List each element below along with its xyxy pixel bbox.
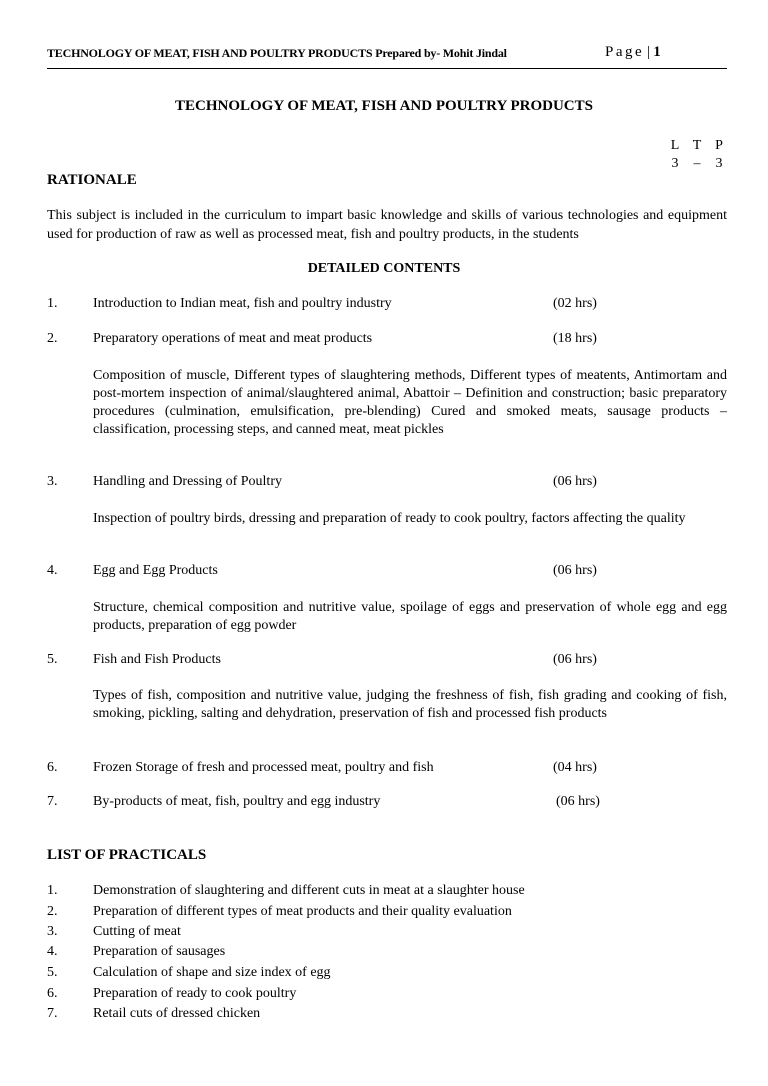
content-item-title: Egg and Egg Products — [93, 563, 218, 578]
practical-item-number: 6. — [47, 986, 58, 1001]
ltp-value-l: 3 — [671, 156, 679, 171]
practical-item-text: Demonstration of slaughtering and different cuts in meat at a slaughter house — [93, 883, 525, 898]
content-item-number: 2. — [47, 331, 58, 346]
ltp-label-p: P — [715, 138, 723, 153]
practical-item-number: 5. — [47, 965, 58, 980]
content-item-description: Composition of muscle, Different types of slaughtering methods, Different types of meatents, Antimortam and post-mortem inspection of animal/slaughtered animal, Abattoir – Definition and construction; basic preparatory procedures (culmination, emulsification, pre-blending) Cured and smoked meats, sausage products – classification, processing steps, and canned meat, meat pickles — [93, 368, 727, 437]
detailed-contents-heading: DETAILED CONTENTS — [307, 261, 461, 276]
ltp-label-t: T — [692, 138, 702, 153]
practical-item-number: 4. — [47, 944, 58, 959]
practical-item-text: Cutting of meat — [93, 924, 181, 939]
practicals-heading: LIST OF PRACTICALS — [47, 847, 207, 863]
content-item-description: Types of fish, composition and nutritive value, judging the freshness of fish, fish grading and cooking of fish, smoking, pickling, salting and dehydration, preservation of fish and processed fish products — [93, 688, 727, 721]
practical-item-number: 2. — [47, 904, 58, 919]
ltp-value-t: – — [693, 156, 701, 171]
page-number-block — [605, 44, 661, 61]
page-label: Page — [605, 44, 645, 60]
practical-item-number: 3. — [47, 924, 58, 939]
rationale-heading: RATIONALE — [47, 172, 137, 188]
content-item-number: 6. — [47, 760, 58, 775]
page-number: 1 — [653, 44, 661, 60]
content-item-hours: (02 hrs) — [553, 296, 597, 311]
content-item-number: 4. — [47, 563, 58, 578]
content-item-hours: (06 hrs) — [553, 652, 597, 667]
content-item-title: Frozen Storage of fresh and processed meat, poultry and fish — [93, 760, 434, 775]
content-item-hours: (06 hrs) — [553, 563, 597, 578]
page-separator: | — [647, 44, 651, 60]
practical-item-text: Preparation of sausages — [93, 944, 226, 959]
content-item-title: Handling and Dressing of Poultry — [93, 474, 282, 489]
content-item-title: Introduction to Indian meat, fish and poultry industry — [93, 296, 392, 311]
practical-item-text: Preparation of ready to cook poultry — [93, 986, 297, 1001]
content-item-hours: (18 hrs) — [553, 331, 597, 346]
rationale-text: This subject is included in the curriculum to impart basic knowledge and skills of various technologies and equipment used for production of raw as well as processed meat, fish and poultry products, in the students — [47, 208, 727, 242]
header-title: TECHNOLOGY OF MEAT, FISH AND POULTRY PRODUCTS Prepared by- Mohit Jindal — [47, 46, 507, 60]
content-item-number: 3. — [47, 474, 58, 489]
content-item-title: Fish and Fish Products — [93, 652, 221, 667]
content-item-number: 1. — [47, 296, 58, 311]
content-item-description: Structure, chemical composition and nutritive value, spoilage of eggs and preservation of whole egg and egg products, preparation of egg powder — [93, 600, 727, 633]
practical-item-number: 1. — [47, 883, 58, 898]
ltp-labels — [664, 138, 730, 154]
content-item-number: 5. — [47, 652, 58, 667]
content-item-number: 7. — [47, 794, 58, 809]
content-item-description: Inspection of poultry birds, dressing and preparation of ready to cook poultry, factors affecting the quality — [93, 511, 686, 526]
document-title: TECHNOLOGY OF MEAT, FISH AND POULTRY PRODUCTS — [175, 98, 593, 114]
practical-item-number: 7. — [47, 1006, 58, 1021]
ltp-label-l: L — [670, 138, 680, 153]
content-item-hours: (06 hrs) — [553, 474, 597, 489]
content-item-hours: (04 hrs) — [553, 760, 597, 775]
ltp-value-p: 3 — [715, 156, 723, 171]
practical-item-text: Retail cuts of dressed chicken — [93, 1006, 261, 1021]
content-item-hours: (06 hrs) — [556, 794, 600, 809]
practical-item-text: Calculation of shape and size index of egg — [93, 965, 331, 980]
page-header — [47, 46, 727, 69]
ltp-values — [664, 156, 730, 172]
practical-item-text: Preparation of different types of meat products and their quality evaluation — [93, 904, 512, 919]
content-item-title: Preparatory operations of meat and meat products — [93, 331, 373, 346]
content-item-title: By-products of meat, fish, poultry and egg industry — [93, 794, 381, 809]
